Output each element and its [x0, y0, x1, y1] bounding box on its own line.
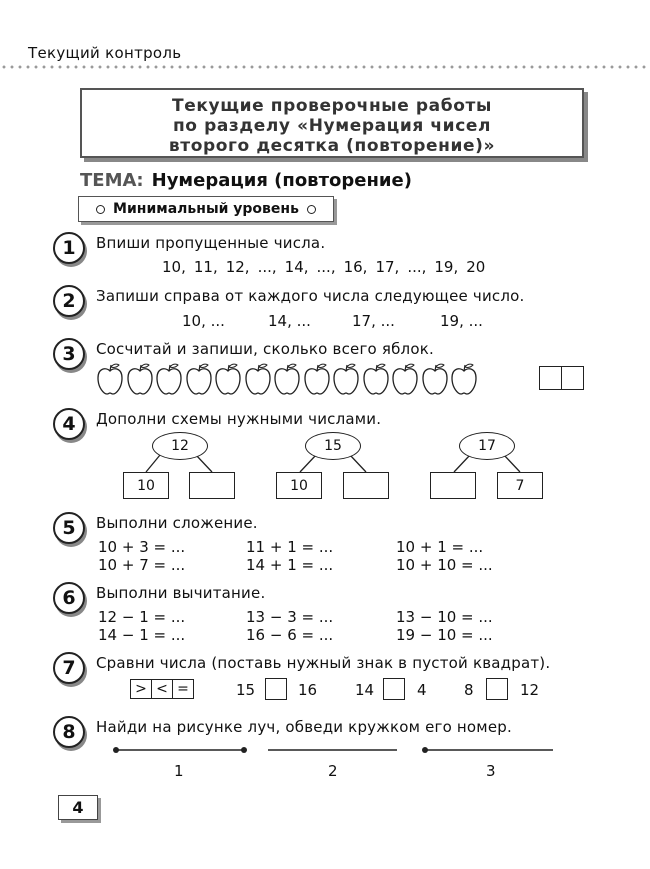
compare-box-3[interactable]	[486, 678, 508, 700]
sequence-item: ...,	[407, 258, 427, 276]
apple-icon	[273, 362, 301, 396]
page-number: 4	[58, 795, 98, 820]
apples-row	[96, 362, 486, 396]
apple-icon	[362, 362, 390, 396]
subtraction-expr: 16 − 6 = ...	[246, 626, 334, 644]
sequence-item: 10,	[162, 258, 186, 276]
compare-box-2[interactable]	[383, 678, 405, 700]
sequence-item: 20	[466, 258, 486, 276]
task-number-7: 7	[53, 652, 85, 684]
scheme-2-right[interactable]	[343, 472, 389, 499]
apple-icon	[126, 362, 154, 396]
task-number-4: 4	[53, 408, 85, 440]
title-line-1: Текущие проверочные работы	[172, 96, 492, 116]
segment-end-point	[241, 747, 247, 753]
scheme-3-top: 17	[459, 432, 515, 460]
task-number-1: 1	[53, 232, 85, 264]
task-number-3: 3	[53, 338, 85, 370]
answer-cell[interactable]	[539, 366, 562, 390]
addition-expr: 14 + 1 = ...	[246, 556, 334, 574]
scheme-3-left[interactable]	[430, 472, 476, 499]
ray-start-point	[422, 747, 428, 753]
lines-figure	[0, 740, 650, 760]
sign-less[interactable]: <	[151, 679, 173, 699]
sequence-item: 19,	[434, 258, 459, 276]
sequence-item: ...,	[316, 258, 336, 276]
answer-cells[interactable]	[539, 366, 585, 390]
scheme-2-left: 10	[276, 472, 322, 499]
level-badge	[78, 196, 334, 222]
topic-value: Нумерация (повторение)	[151, 170, 412, 191]
compare-box-1[interactable]	[265, 678, 287, 700]
compare-b: 4	[417, 681, 427, 699]
addition-expr: 10 + 10 = ...	[396, 556, 493, 574]
scheme-3-right: 7	[497, 472, 543, 499]
task-4-text: Дополни схемы нужными числами.	[96, 410, 382, 428]
compare-a: 15	[236, 681, 256, 699]
addition-expr: 10 + 7 = ...	[98, 556, 186, 574]
task-number-5: 5	[53, 512, 85, 544]
bullet-icon	[96, 205, 105, 214]
task-7-text: Сравни числа (поставь нужный знак в пустой квадрат).	[96, 654, 551, 672]
task-6-text: Выполни вычитание.	[96, 584, 266, 602]
subtraction-expr: 19 − 10 = ...	[396, 626, 493, 644]
sequence-item: 17,	[375, 258, 400, 276]
title-line-2: по разделу «Нумерация чисел	[172, 116, 492, 136]
addition-expr: 11 + 1 = ...	[246, 538, 334, 556]
scheme-2-top: 15	[305, 432, 361, 460]
apple-icon	[244, 362, 272, 396]
task-number-2: 2	[53, 285, 85, 317]
apple-icon	[450, 362, 478, 396]
task-1-text: Впиши пропущенные числа.	[96, 234, 326, 252]
task-2-item-2: 14, ...	[268, 312, 311, 330]
line-label-2[interactable]: 2	[328, 762, 338, 780]
sequence-item: 11,	[193, 258, 218, 276]
task-2-item-1: 10, ...	[182, 312, 225, 330]
sign-equal[interactable]: =	[172, 679, 194, 699]
segment-end-point	[113, 747, 119, 753]
bullet-icon	[307, 205, 316, 214]
task-1-sequence	[162, 258, 493, 276]
addition-expr: 10 + 1 = ...	[396, 538, 484, 556]
scheme-1-left: 10	[123, 472, 169, 499]
apple-icon	[185, 362, 213, 396]
task-2-text: Запиши справа от каждого числа следующее число.	[96, 287, 525, 305]
subtraction-expr: 13 − 10 = ...	[396, 608, 493, 626]
apple-icon	[391, 362, 419, 396]
sequence-item: 14,	[284, 258, 309, 276]
sign-greater[interactable]: >	[130, 679, 152, 699]
task-number-8: 8	[53, 716, 85, 748]
task-5-text: Выполни сложение.	[96, 514, 258, 532]
dotted-divider	[0, 65, 650, 69]
apple-icon	[155, 362, 183, 396]
title-line-3: второго десятка (повторение)»	[168, 136, 496, 156]
scheme-1-top: 12	[152, 432, 208, 460]
title-box	[80, 88, 584, 158]
subtraction-expr: 14 − 1 = ...	[98, 626, 186, 644]
sequence-item: 12,	[225, 258, 250, 276]
task-number-6: 6	[53, 582, 85, 614]
subtraction-expr: 13 − 3 = ...	[246, 608, 334, 626]
apple-icon	[421, 362, 449, 396]
line-label-1[interactable]: 1	[174, 762, 184, 780]
task-2-item-4: 19, ...	[440, 312, 483, 330]
sequence-item: ...,	[257, 258, 277, 276]
answer-cell[interactable]	[561, 366, 584, 390]
compare-a: 8	[464, 681, 474, 699]
running-header: Текущий контроль	[28, 44, 182, 62]
line-label-3[interactable]: 3	[486, 762, 496, 780]
apple-icon	[214, 362, 242, 396]
topic-label: ТЕМА:	[80, 170, 144, 191]
apple-icon	[96, 362, 124, 396]
level-text: Минимальный уровень	[113, 201, 299, 217]
subtraction-expr: 12 − 1 = ...	[98, 608, 186, 626]
sequence-item: 16,	[343, 258, 368, 276]
signs-palette	[130, 679, 194, 699]
topic-heading	[80, 170, 412, 191]
task-2-item-3: 17, ...	[352, 312, 395, 330]
scheme-1-right[interactable]	[189, 472, 235, 499]
compare-a: 14	[355, 681, 375, 699]
compare-b: 16	[298, 681, 318, 699]
apple-icon	[303, 362, 331, 396]
task-8-text: Найди на рисунке луч, обведи кружком его номер.	[96, 718, 512, 736]
compare-b: 12	[520, 681, 540, 699]
task-3-text: Сосчитай и запиши, сколько всего яблок.	[96, 340, 434, 358]
addition-expr: 10 + 3 = ...	[98, 538, 186, 556]
apple-icon	[332, 362, 360, 396]
